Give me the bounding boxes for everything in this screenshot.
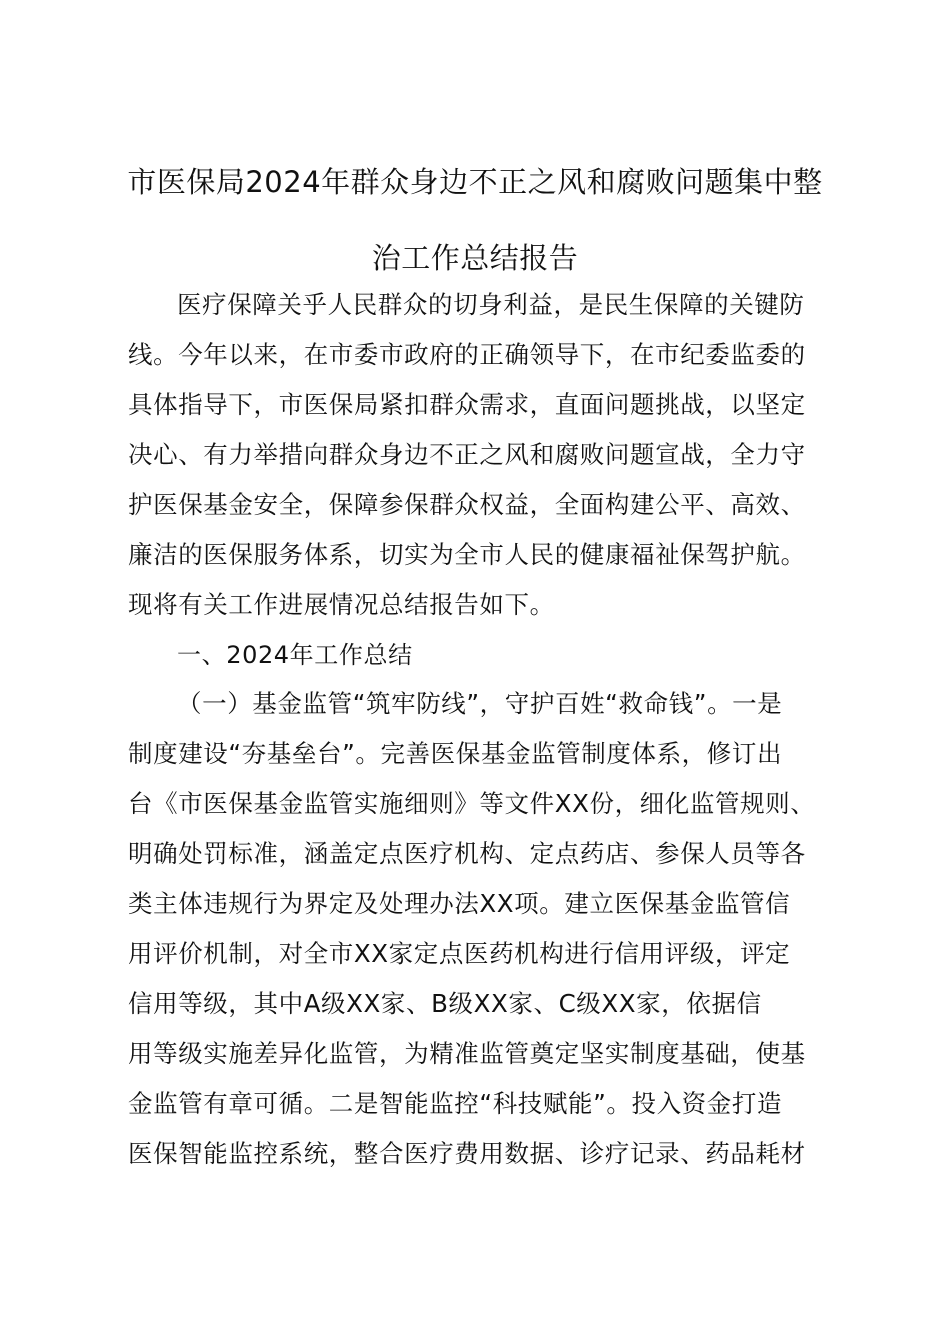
document-title-line-2: 治工作总结报告 (371, 241, 579, 275)
section-heading: 一、2024年工作总结 (177, 641, 413, 669)
section1-line-7: 信用等级，其中A级XX家、B级XX家、C级XX家，依据信 (128, 989, 762, 1018)
intro-line-4: 决心、有力举措向群众身边不正之风和腐败问题宣战，全力守 (128, 440, 806, 469)
section1-line-2: 制度建设“夯基垒台”。完善医保基金监管制度体系，修订出 (128, 739, 783, 768)
intro-line-2: 线。今年以来，在市委市政府的正确领导下，在市纪委监委的 (128, 340, 806, 369)
section1-line-9: 金监管有章可循。二是智能监控“科技赋能”。投入资金打造 (128, 1089, 783, 1118)
intro-line-5: 护医保基金安全，保障参保群众权益，全面构建公平、高效、 (128, 490, 806, 519)
intro-line-3: 具体指导下，市医保局紧扣群众需求，直面问题挑战，以坚定 (128, 390, 806, 419)
section1-line-3: 台《市医保基金监管实施细则》等文件XX份，细化监管规则、 (128, 789, 816, 818)
section1-line-1: （一）基金监管“筑牢防线”，守护百姓“救命钱”。一是 (177, 689, 783, 718)
section1-line-5: 类主体违规行为界定及处理办法XX项。建立医保基金监管信 (128, 889, 791, 918)
intro-line-6: 廉洁的医保服务体系，切实为全市人民的健康福祉保驾护航。 (128, 540, 806, 569)
section1-line-8: 用等级实施差异化监管，为精准监管奠定坚实制度基础，使基 (128, 1039, 806, 1068)
intro-line-1: 医疗保障关乎人民群众的切身利益，是民生保障的关键防 (177, 290, 805, 319)
document-title-line-1: 市医保局2024年群众身边不正之风和腐败问题集中整 (127, 165, 823, 199)
intro-line-7: 现将有关工作进展情况总结报告如下。 (128, 590, 555, 619)
section1-line-6: 用评价机制，对全市XX家定点医药机构进行信用评级，评定 (128, 939, 791, 968)
section1-line-10: 医保智能监控系统，整合医疗费用数据、诊疗记录、药品耗材 (128, 1139, 806, 1168)
section1-line-4: 明确处罚标准，涵盖定点医疗机构、定点药店、参保人员等各 (128, 839, 806, 868)
